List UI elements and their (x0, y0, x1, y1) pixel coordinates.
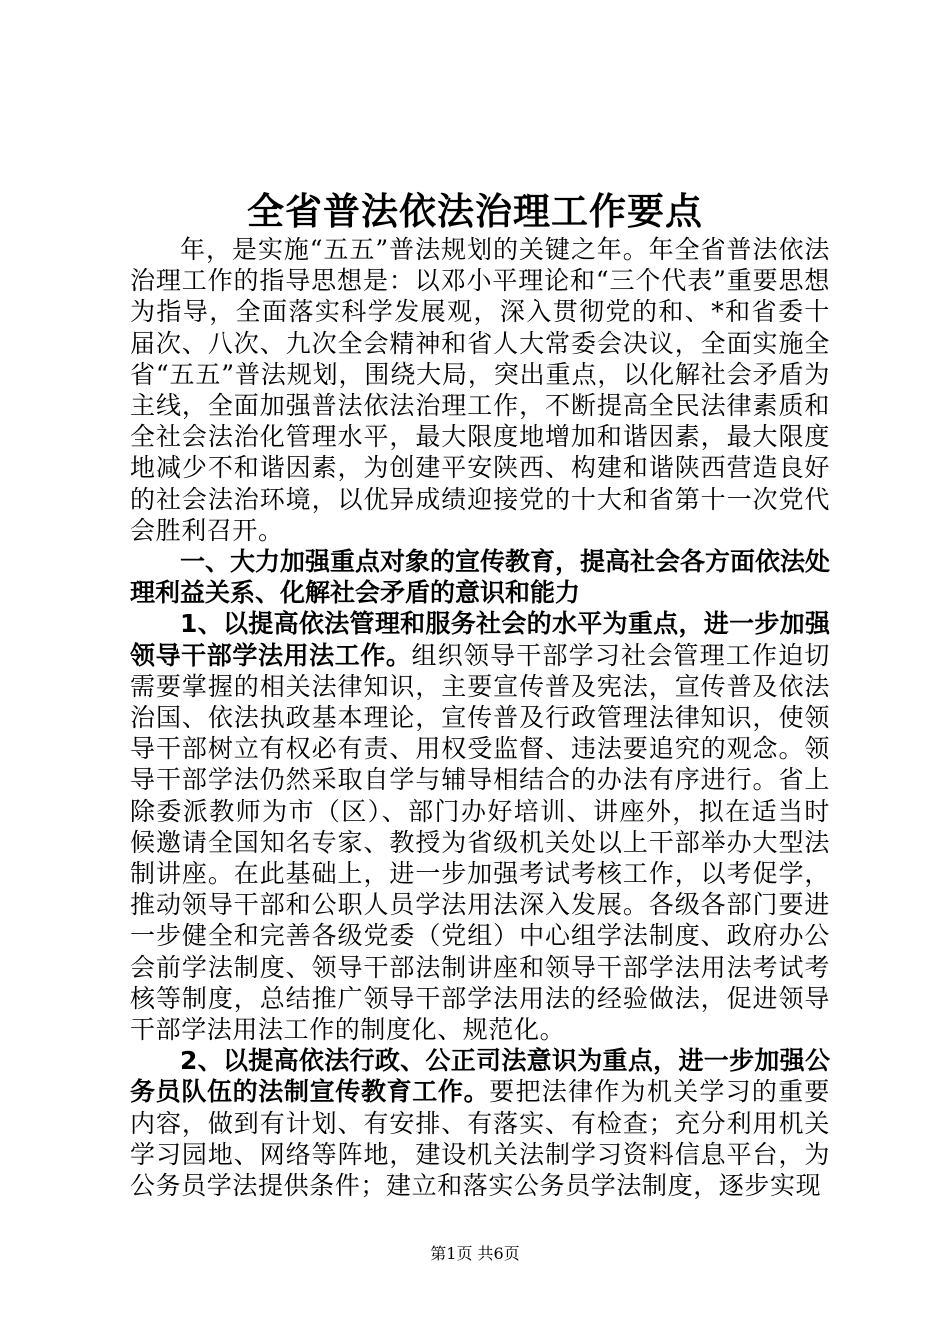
item-1-paragraph (130, 608, 830, 1045)
item-1-body: 组织领导干部学习社会管理工作迫切需要掌握的相关法律知识，主要宣传普及宪法，宣传普及依法治国、依法执政基本理论，宣传普及行政管理法律知识，使领导干部树立有权必有责、用权受监督、违法要追究的观念。领导干部学法仍然采取自学与辅导相结合的办法有序进行。省上除委派教师为市（区）、部门办好培训、讲座外，拟在适当时候邀请全国知名专家、教授为省级机关处以上干部举办大型法制讲座。在此基础上，进一步加强考试考核工作，以考促学，推动领导干部和公职人员学法用法深入发展。各级各部门要进一步健全和完善各级党委（党组）中心组学法制度、政府办公会前学法制度、领导干部法制讲座和领导干部学法用法考试考核等制度，总结推广领导干部学法用法的经验做法，促进领导干部学法用法工作的制度化、规范化。 (130, 640, 830, 1045)
page-number-footer: 第1页 共6页 (430, 1244, 520, 1263)
item-2-lead: 2、以提高依法行政、公正司法意识为重点，进一步加强公务员队伍的法制宣传教育工作。 (130, 1046, 830, 1107)
item-2-body: 要把法律作为机关学习的重要内容，做到有计划、有安排、有落实、有检查；充分利用机关学习园地、网络等阵地，建设机关法制学习资料信息平台，为公务员学法提供条件；建立和落实公务员学法制度，逐步实现 (130, 1077, 830, 1201)
document-title: 全省普法依法治理工作要点 (247, 189, 703, 233)
intro-paragraph: 年，是实施“五五”普法规划的关键之年。年全省普法依法治理工作的指导思想是：以邓小平理论和“三个代表”重要思想为指导，全面落实科学发展观，深入贯彻党的和、*和省委十届次、八次、九次全会精神和省人大常委会决议，全面实施全省“五五”普法规划，围绕大局，突出重点，以化解社会矛盾为主线，全面加强普法依法治理工作，不断提高全民法律素质和全社会法治化管理水平，最大限度地增加和谐因素，最大限度地减少不和谐因素，为创建平安陕西、构建和谐陕西营造良好的社会法治环境，以优异成绩迎接党的十大和省第十一次党代会胜利召开。 (130, 235, 830, 545)
item-1-lead: 1、以提高依法管理和服务社会的水平为重点，进一步加强领导干部学法用法工作。 (130, 609, 830, 670)
item-2-paragraph (130, 1045, 830, 1201)
section-heading: 一、大力加强重点对象的宣传教育，提高社会各方面依法处理利益关系、化解社会矛盾的意识和能力 (130, 547, 831, 608)
document-body (130, 234, 830, 1201)
